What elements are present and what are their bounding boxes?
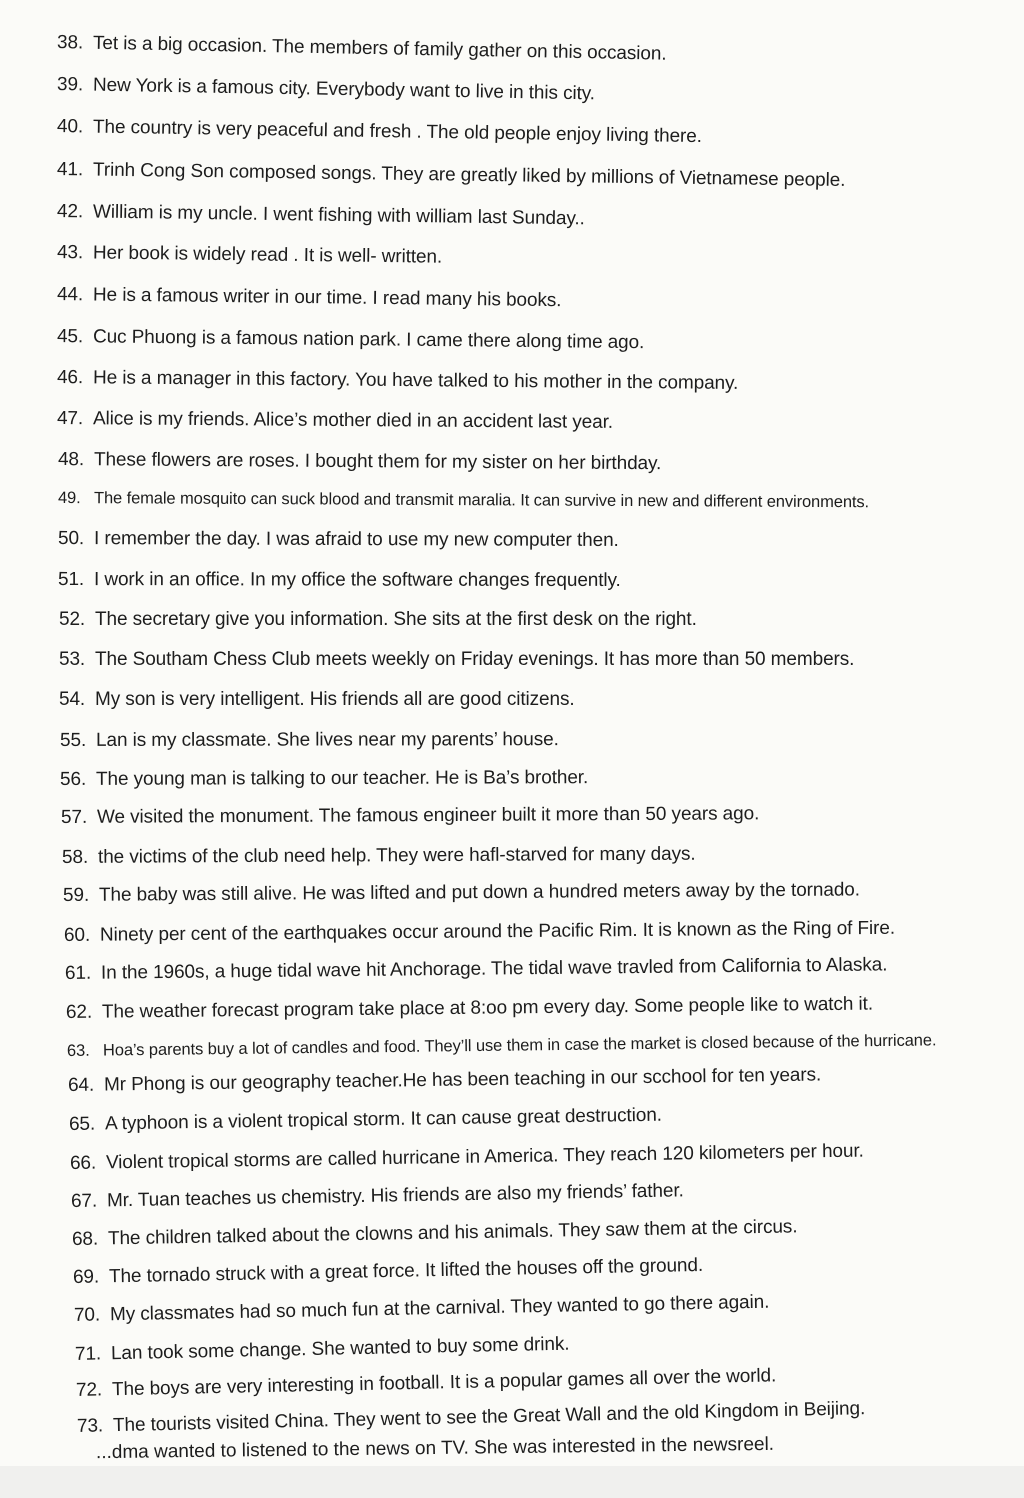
list-item [58, 486, 869, 514]
item-text: In the 1960s, a huge tidal wave hit Anchorage. The tidal wave travled from California to Alaska. [100, 954, 888, 984]
item-text: Alice is my friends. Alice’s mother died in an accident last year. [92, 408, 614, 433]
item-number: 47. [56, 408, 84, 430]
list-item [60, 728, 559, 753]
list-item [68, 1063, 821, 1098]
item-number: 68. [71, 1228, 99, 1250]
item-text: My son is very intelligent. His friends all are good citizens. [95, 689, 575, 710]
item-text: He is a manager in this factory. You have talked to his mother in the company. [92, 367, 739, 394]
item-text: The country is very peaceful and fresh . The old people enjoy living there. [92, 116, 703, 148]
partial-cut-off-line: ...dma wanted to listened to the news on TV. She was interested in the newsreel. [95, 1433, 775, 1464]
item-text: Her book is widely read . It is well- written. [92, 242, 443, 268]
item-text: Hoa’s parents buy a lot of candles and food. They’ll use them in case the market is closed because of the hurricane. [102, 1031, 937, 1060]
list-item [70, 1140, 864, 1176]
item-number: 61. [64, 962, 92, 984]
list-item [57, 158, 846, 193]
list-item [57, 407, 613, 435]
list-item [57, 31, 667, 67]
item-number: 49. [57, 489, 81, 508]
item-text: Lan is my classmate. She lives near my parents’ house. [95, 729, 559, 751]
item-text: Violent tropical storms are called hurricane in America. They reach 120 kilometers per hour. [105, 1140, 864, 1174]
item-number: 66. [69, 1152, 97, 1174]
list-item [57, 283, 562, 313]
item-number: 69. [72, 1266, 100, 1288]
item-number: 46. [56, 367, 84, 389]
item-text: My classmates had so much fun at the carnival. They wanted to go there again. [109, 1291, 770, 1326]
item-number: 63. [66, 1041, 90, 1060]
item-text: He is a famous writer in our time. I read many his books. [92, 284, 562, 312]
item-text: the victims of the club need help. They were hafl-starved for many days. [97, 843, 696, 868]
list-item [59, 648, 854, 672]
list-item [63, 878, 860, 908]
list-item [67, 1028, 937, 1063]
list-item [58, 527, 619, 553]
item-text: The weather forecast program take place at 8:oo pm every day. Some people like to watch it. [101, 993, 874, 1023]
item-number: 39. [56, 74, 84, 96]
item-number: 71. [74, 1343, 102, 1365]
list-item [69, 1104, 662, 1137]
item-text: We visited the monument. The famous engineer built it more than 50 years ago. [96, 803, 760, 828]
list-item [61, 802, 759, 830]
item-number: 53. [59, 649, 86, 670]
item-text: The secretary give you information. She sits at the first desk on the right. [95, 609, 697, 630]
list-item [76, 1364, 777, 1403]
list-item [57, 366, 738, 396]
list-item [66, 993, 873, 1025]
list-item [73, 1254, 704, 1290]
item-number: 43. [56, 242, 84, 264]
item-text: The female mosquito can suck blood and transmit maralia. It can survive in new and different environments. [93, 489, 870, 512]
list-item [72, 1215, 798, 1252]
item-number: 55. [59, 729, 87, 751]
item-number: 60. [63, 924, 91, 946]
item-number: 48. [57, 449, 85, 471]
list-item [65, 953, 888, 986]
item-text: Lan took some change. She wanted to buy some drink. [110, 1333, 570, 1365]
list-item [57, 115, 702, 149]
list-item [57, 200, 585, 231]
bottom-margin [0, 1466, 1024, 1498]
item-number: 67. [70, 1190, 98, 1212]
item-number: 38. [56, 32, 84, 54]
list-item [57, 241, 442, 270]
item-number: 54. [59, 689, 86, 710]
item-number: 72. [75, 1379, 103, 1401]
item-text: I work in an office. In my office the software changes frequently. [93, 569, 621, 591]
item-text: The boys are very interesting in football. It is a popular games all over the world. [111, 1365, 777, 1401]
list-item [58, 568, 621, 593]
item-text: Mr Phong is our geography teacher.He has been teaching in our scchool for ten years. [103, 1064, 822, 1096]
item-text: New York is a famous city. Everybody want to live in this city. [92, 74, 596, 105]
list-item [57, 73, 595, 106]
item-text: Cuc Phuong is a famous nation park. I came there along time ago. [92, 326, 645, 354]
item-number: 42. [56, 201, 84, 223]
item-text: The Southam Chess Club meets weekly on Friday evenings. It has more than 50 members. [95, 649, 855, 670]
item-text: Ninety per cent of the earthquakes occur around the Pacific Rim. It is known as the Ring of Fire. [99, 917, 896, 946]
item-text: The tourists visited China. They went to see the Great Wall and the old Kingdom in Beijing. [112, 1398, 866, 1437]
item-text: William is my uncle. I went fishing with william last Sunday.. [92, 201, 585, 230]
item-number: 70. [73, 1304, 101, 1326]
item-number: 65. [68, 1113, 96, 1135]
list-item [64, 917, 895, 948]
list-item [59, 688, 575, 712]
item-text: A typhoon is a violent tropical storm. It can cause great destruction. [104, 1104, 663, 1135]
item-text: Trinh Cong Son composed songs. They are greatly liked by millions of Vietnamese people. [92, 159, 846, 192]
item-number: 45. [56, 326, 84, 348]
item-number: 56. [59, 768, 87, 790]
list-item [60, 766, 588, 792]
item-number: 57. [60, 806, 88, 828]
item-number: 51. [57, 569, 85, 591]
list-item [58, 448, 661, 476]
item-text: Tet is a big occasion. The members of family gather on this occasion. [92, 32, 667, 65]
item-text: The children talked about the clowns and his animals. They saw them at the circus. [107, 1216, 798, 1250]
item-number: 44. [56, 284, 84, 306]
item-text: I remember the day. I was afraid to use my new computer then. [93, 528, 619, 551]
list-item [57, 325, 644, 355]
item-number: 50. [57, 528, 85, 550]
item-text: The baby was still alive. He was lifted and put down a hundred meters away by the tornado. [98, 879, 860, 906]
item-text: These flowers are roses. I bought them for my sister on her birthday. [93, 449, 662, 475]
list-item [62, 843, 696, 870]
item-number: 59. [62, 884, 90, 906]
list-item [71, 1179, 684, 1214]
item-text: The tornado struck with a great force. It lifted the houses off the ground. [108, 1254, 704, 1288]
item-number: 73. [76, 1415, 104, 1437]
item-text: The young man is talking to our teacher. He is Ba’s brother. [95, 767, 589, 790]
list-item [75, 1333, 570, 1367]
item-number: 62. [65, 1001, 93, 1023]
item-number: 52. [59, 609, 86, 630]
item-text: Mr. Tuan teaches us chemistry. His friends are also my friends’ father. [106, 1180, 684, 1212]
item-number: 41. [56, 159, 84, 181]
item-number: 58. [61, 846, 89, 868]
item-number: 40. [56, 116, 84, 138]
item-number: 64. [67, 1074, 95, 1096]
list-item [59, 608, 697, 632]
list-item [74, 1291, 770, 1328]
